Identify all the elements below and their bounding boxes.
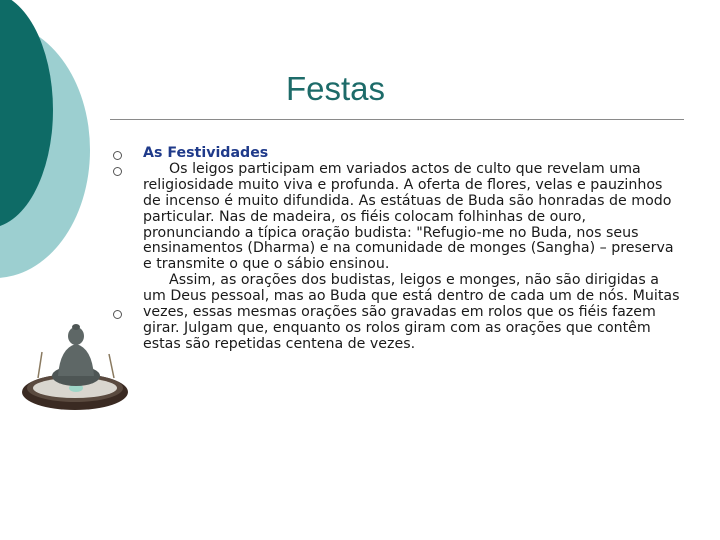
slide-title: Festas (286, 70, 386, 107)
buddha-statue-image (20, 318, 130, 414)
bullet-icon (113, 167, 122, 176)
bullet-icon (113, 151, 122, 160)
decorative-teal-shapes (0, 0, 110, 300)
paragraph-text: Assim, as orações dos budistas, leigos e monges, não são dirigidas a um Deus pessoal, mas ao Buda que está dentro de cada um de nós. Muitas vezes, essas mesmas orações são gravadas em rolos que os fiéis fazem girar. Julgam que, enquanto os rolos giram com as orações que contêm estas são repetidas centena de vezes. (143, 272, 680, 352)
slide-body (143, 146, 683, 353)
title-divider (110, 119, 684, 120)
bullet-paragraph (143, 162, 683, 273)
paragraph-text: Os leigos participam em variados actos de culto que revelam uma religiosidade muito viva e profunda. A oferta de flores, velas e pauzinhos de incenso é muito difundida. As estátuas de Buda são honradas de modo particular. Nas de madeira, os fiéis colocam folhinhas de ouro, pronunciando a típica oração budista: "Refugio-me no Buda, nos seus ensinamentos (Dharma) e na comunidade de monges (Sangha) – preserva e transmite o que o sábio ensinou. (143, 160, 674, 273)
section-heading: As Festividades (143, 145, 269, 161)
bullet-paragraph (143, 273, 683, 353)
